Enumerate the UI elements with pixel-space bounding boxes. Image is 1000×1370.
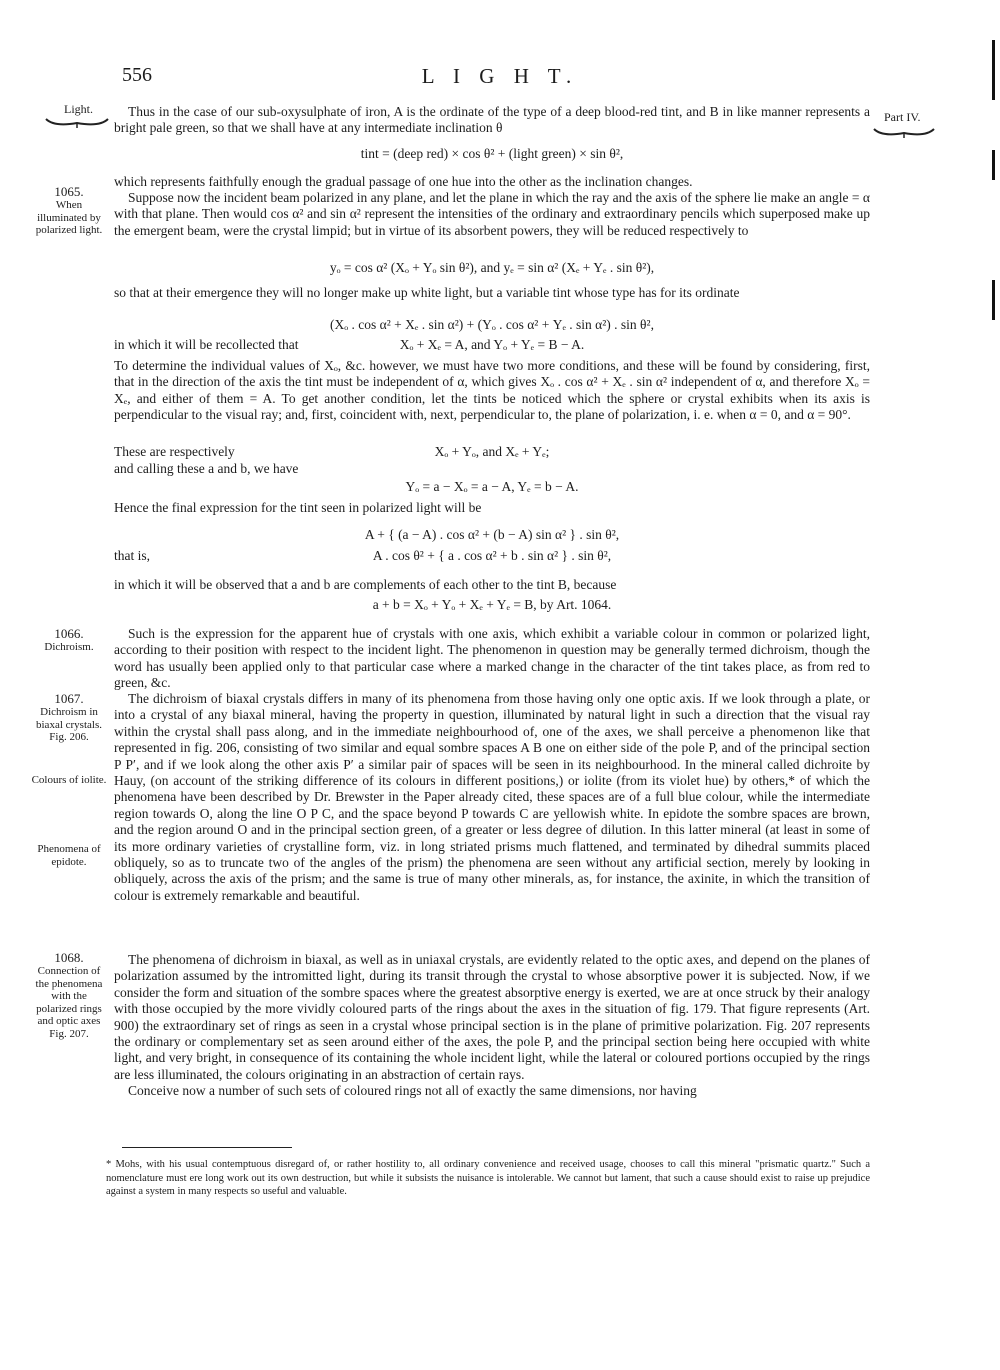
absorption-equation: yₒ = cos α² (Xₒ + Yₒ sin θ²), and yₑ = sin α² (Xₑ + Yₑ . sin θ²),: [329, 260, 655, 275]
intro-paragraph: [114, 104, 870, 137]
final-equation-1: A + { (a − A) . cos α² + (b − A) sin α² } . sin θ²,: [364, 527, 620, 542]
tint-equation: tint = (deep red) × cos θ² + (light green) × sin θ²,: [360, 146, 624, 161]
footnote-rule: [122, 1147, 292, 1148]
article-number-1066: 1066.: [54, 626, 84, 641]
complements-line: in which it will be observed that a and b are complements of each other to the tint B, because: [114, 577, 617, 592]
y-equation: Yₒ = a − Xₒ = a − A, Yₑ = b − A.: [405, 479, 579, 494]
that-is-lead: that is,: [114, 548, 150, 563]
running-title: L I G H T.: [421, 64, 579, 88]
recollect-equation: Xₒ + Xₑ = A, and Yₒ + Yₑ = B − A.: [399, 337, 585, 352]
respectively-equation: Xₒ + Yₒ, and Xₑ + Yₑ;: [434, 444, 550, 459]
art-1068-conceive: Conceive now a number of such sets of coloured rings not all of exactly the same dimensions, nor having: [128, 1083, 697, 1099]
footnote: * Mohs, with his usual contemptuous disregard of, or rather hostility to, all ordinary convenience and received usage, chooses to call this mineral "prismatic quartz." Such a nomenclature must ere long work out its own destruction, but while it subsists the nuisance is intolerable. We cannot but lament, that such a cause should exist to raise up prejudice against a system in many respects so useful and valuable.: [106, 1159, 870, 1197]
art-1065-paragraph-1: [114, 190, 870, 239]
margin-note-1068-text: Connection of the phenomena with the polarized rings and optic axes Fig. 207.: [35, 965, 103, 1040]
right-running-label: Part IV.: [884, 110, 921, 124]
art-1066-paragraph: [114, 626, 870, 692]
ordinate-equation: (Xₒ . cos α² + Xₑ . sin α²) + (Yₒ . cos α² + Yₑ . sin α²) . sin θ²,: [330, 317, 654, 332]
art-1067-text: The dichroism of biaxal crystals differs in many of its phenomena from those having only one optic axis. If we look through a plate, or into a crystal of any biaxal mineral, having the property in question, illuminated by natural light in such a direction that the visual ray within the crystal shall pass along, and in the immediate neighbourhood of, one of the axes, we shall perceive a phenomenon like that represented in fig. 206, consisting of two similar and equal sombre spaces A B one on either side of the pole P, and of the principal section P P′, and if we look along the other axis P′ a similar pair of spaces will be seen in its neighbourhood. In the mineral called dichroite by Hauy, (on account of the striking difference of its colours in different positions,) or iolite (from its violet hue) by others,* of which the phenomena have been described by Dr. Brewster in the Paper already cited, these spaces are of a full blue colour, while the intermediate region towards O, along the line O P C, and the space beyond P towards C are yellowish white. In epidote the sombre spaces are brown, and the region around O and in the principal section green, of a greater or less degree of dilution. In this latter mineral (at least in some of its more ordinary varieties of crystalline form, viz. in long striated prisms much flattened, and terminated by dihedral summits placed obliquely, so as to truncate two of the angles of the prism) the phenomena are seen without any artificial section, merely by looking in obliquely, across the axis of the prism; and the same is true of many other minerals, as, for instance, the axinite, in which the transition of colour is extremely remarkable and beautiful.: [114, 691, 870, 903]
left-running-label: Light.: [64, 102, 93, 116]
hence-line: Hence the final expression for the tint seen in polarized light will be: [114, 500, 482, 515]
art-1068-paragraph: [114, 952, 870, 1100]
respectively-lead: These are respectively: [114, 444, 235, 459]
article-number-1065: 1065.: [54, 184, 84, 199]
margin-note-iolite: Colours of iolite.: [31, 774, 107, 786]
art-1065-paragraph-3: To determine the individual values of Xₒ, &c. however, we must have two more conditions, and these will be found by considering, first, that in the direction of the axis the tint must be independent of α, which gives Xₒ . cos α² + Xₑ . sin α² independent of α, and therefore Xₒ = Xₑ, and either of them = A. To get another condition, let the tints be noticed which the sphere or crystal exhibits when its axis is perpendicular to the visual ray; and, first, coincident with, next, perpendicular to, the plane of polarization, i. e. when α = 0, and α = 90°.: [114, 358, 870, 423]
margin-note-1067-text: Dichroism in biaxal crystals. Fig. 206.: [36, 706, 102, 743]
margin-note-1067: [30, 691, 108, 744]
art-1066-text: Such is the expression for the apparent hue of crystals with one axis, which exhibit a variable colour in common or polarized light, according to their position with respect to the incident light. The phenomenon in question may be generally termed dichroism, though the word has usually been applied only to that particular case where a marked change in the character of the tint takes place, as from red to green, &c.: [114, 626, 870, 691]
intro-text: Thus in the case of our sub-oxysulphate of iron, A is the ordinate of the type of a deep blood-red tint, and B in like manner represents a bright pale green, so that we shall have at any intermediate inclination θ: [114, 104, 870, 136]
margin-note-epidote: Phenomena of epidote.: [37, 843, 101, 868]
art-1065-text-1: Suppose now the incident beam polarized in any plane, and let the plane in which the ray and the axis of the sphere lie make an angle = α with that plane. Then would cos α² and sin α² represent the intensities of the ordinary and extraordinary pencils which superposed make up the emergent beam, were the crystal limpid; but in virtue of its absorbent powers, they will be reduced respectively to: [114, 190, 870, 238]
page-number: 556: [122, 64, 152, 86]
scan-edge-mark-2: [992, 150, 995, 180]
margin-note-1066: [30, 626, 108, 654]
intro-continuation: which represents faithfully enough the gradual passage of one hue into the other as the inclination changes.: [114, 174, 693, 189]
sum-equation: a + b = Xₒ + Yₒ + Xₑ + Yₑ = B, by Art. 1064.: [372, 597, 612, 612]
art-1067-paragraph: [114, 691, 870, 904]
left-brace-icon: [44, 116, 110, 130]
margin-note-1068: [30, 950, 108, 1040]
calling-line: and calling these a and b, we have: [114, 461, 299, 476]
article-number-1068: 1068.: [54, 950, 84, 965]
margin-note-1065: [30, 184, 108, 237]
margin-note-1065-text: When illuminated by polarized light.: [35, 199, 103, 236]
right-brace-icon: [872, 126, 936, 140]
art-1068-text: The phenomena of dichroism in biaxal, as well as in uniaxal crystals, are evidently related to the optic axes, and depend on the planes of polarization assumed by the intromitted light, during its transit through the crystal to whose absorptive power it is subjected. Now, if we consider the form and situation of the sombre spaces where the greatest absorptive energy is exerted, we are at once struck by their analogy with those occupied by the more vividly coloured parts of the rings about the axes in the situation of fig. 179. That figure represents (Art. 900) the extraordinary set of rings as seen in a crystal whose principal section is in the plane of primitive polarization. Fig. 207 represents the ordinary or complementary set as seen around either of the axes, the pole P, and the principal section being here occupied with white light, and very bright, in consequence of its containing the whole incident light, while the lateral or coloured portions occupied by the rings are less illuminated, the colours originating in an abstraction of certain rays.: [114, 952, 870, 1082]
art-1065-paragraph-2: so that at their emergence they will no longer make up white light, but a variable tint whose type has for its ordinate: [114, 285, 740, 300]
scan-edge-mark-3: [992, 280, 995, 320]
final-equation-2: A . cos θ² + { a . cos α² + b . sin α² } . sin θ²,: [372, 548, 612, 563]
scan-edge-mark-1: [992, 40, 995, 100]
recollect-lead: in which it will be recollected that: [114, 337, 299, 352]
margin-note-1066-text: Dichroism.: [44, 641, 94, 653]
article-number-1067: 1067.: [54, 691, 84, 706]
